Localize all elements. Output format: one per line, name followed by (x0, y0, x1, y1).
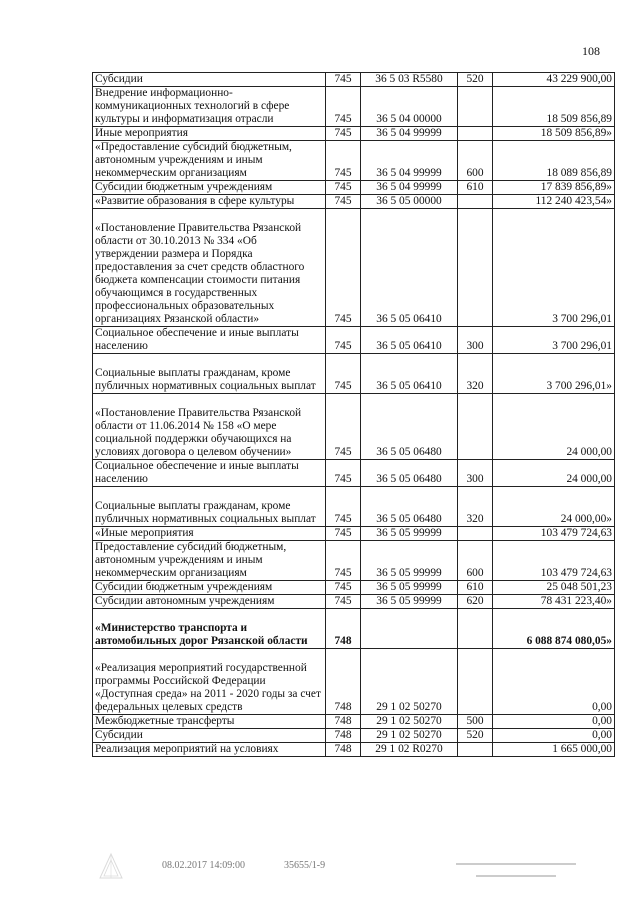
cell-sum: 78 431 223,40» (493, 595, 615, 609)
cell-name: Социальное обеспечение и иные выплаты населению (93, 460, 326, 487)
cell-sum: 24 000,00» (493, 487, 615, 527)
cell-ministry: 748 (326, 729, 361, 743)
cell-name: Иные мероприятия (93, 127, 326, 141)
table-row (93, 394, 615, 460)
table-row (93, 595, 615, 609)
table-row (93, 715, 615, 729)
table-row (93, 141, 615, 181)
cell-ministry: 748 (326, 649, 361, 715)
cell-csr: 36 5 05 99999 (361, 527, 458, 541)
table-row (93, 195, 615, 209)
cell-vr (458, 127, 493, 141)
cell-name: «Предоставление субсидий бюджетным, автономным учреждениям и иным некоммерческим организациям (93, 141, 326, 181)
table-row (93, 581, 615, 595)
cell-sum: 18 089 856,89 (493, 141, 615, 181)
cell-name: Социальные выплаты гражданам, кроме публичных нормативных социальных выплат (93, 354, 326, 394)
cell-name: Социальные выплаты гражданам, кроме публичных нормативных социальных выплат (93, 487, 326, 527)
cell-vr: 320 (458, 354, 493, 394)
budget-table-body (93, 73, 615, 757)
cell-sum: 112 240 423,54» (493, 195, 615, 209)
cell-csr: 29 1 02 R0270 (361, 743, 458, 757)
cell-ministry: 748 (326, 715, 361, 729)
cell-sum: 24 000,00 (493, 394, 615, 460)
cell-vr: 620 (458, 595, 493, 609)
table-row (93, 87, 615, 127)
cell-vr: 610 (458, 181, 493, 195)
cell-vr (458, 609, 493, 649)
table-row (93, 354, 615, 394)
footer-datetime: 08.02.2017 14:09:00 (162, 860, 246, 871)
cell-name: «Развитие образования в сфере культуры (93, 195, 326, 209)
cell-vr (458, 87, 493, 127)
cell-sum: 3 700 296,01 (493, 327, 615, 354)
cell-name: Субсидии автономным учреждениям (93, 595, 326, 609)
cell-name: «Реализация мероприятий государственной программы Российской Федерации «Доступная среда» на 2011 - 2020 годы за счет федеральных целевых средств (93, 649, 326, 715)
cell-vr (458, 195, 493, 209)
table-row (93, 127, 615, 141)
cell-csr: 29 1 02 50270 (361, 729, 458, 743)
cell-ministry: 748 (326, 609, 361, 649)
registration-stamp-icon (452, 856, 580, 886)
cell-ministry: 745 (326, 527, 361, 541)
cell-csr: 36 5 05 06480 (361, 487, 458, 527)
cell-csr: 36 5 05 06410 (361, 209, 458, 327)
cell-name: «Министерство транспорта и автомобильных дорог Рязанской области (93, 609, 326, 649)
cell-name: Реализация мероприятий на условиях (93, 743, 326, 757)
table-row (93, 181, 615, 195)
table-row (93, 209, 615, 327)
cell-csr: 36 5 05 99999 (361, 581, 458, 595)
page-number: 108 (582, 44, 600, 58)
cell-vr: 500 (458, 715, 493, 729)
cell-csr (361, 609, 458, 649)
cell-vr (458, 649, 493, 715)
cell-sum: 18 509 856,89 (493, 87, 615, 127)
table-row (93, 327, 615, 354)
cell-vr: 610 (458, 581, 493, 595)
cell-name: Предоставление субсидий бюджетным, автономным учреждениям и иным некоммерческим организациям (93, 541, 326, 581)
cell-ministry: 745 (326, 581, 361, 595)
cell-vr: 600 (458, 541, 493, 581)
cell-name: Субсидии бюджетным учреждениям (93, 181, 326, 195)
cell-csr: 36 5 05 06410 (361, 327, 458, 354)
cell-sum: 0,00 (493, 649, 615, 715)
cell-ministry: 745 (326, 541, 361, 581)
cell-ministry: 745 (326, 487, 361, 527)
table-row (93, 460, 615, 487)
cell-csr: 36 5 05 00000 (361, 195, 458, 209)
cell-csr: 36 5 05 99999 (361, 595, 458, 609)
table-row (93, 527, 615, 541)
cell-sum: 0,00 (493, 729, 615, 743)
cell-ministry: 745 (326, 209, 361, 327)
cell-sum: 1 665 000,00 (493, 743, 615, 757)
cell-sum: 0,00 (493, 715, 615, 729)
stamp-mark-icon (98, 852, 124, 880)
cell-csr: 36 5 04 99999 (361, 127, 458, 141)
cell-csr: 36 5 04 99999 (361, 181, 458, 195)
table-row (93, 743, 615, 757)
cell-ministry: 748 (326, 743, 361, 757)
cell-ministry: 745 (326, 195, 361, 209)
cell-sum: 103 479 724,63 (493, 541, 615, 581)
cell-csr: 36 5 03 R5580 (361, 73, 458, 87)
cell-vr (458, 743, 493, 757)
cell-vr (458, 394, 493, 460)
table-row (93, 541, 615, 581)
cell-ministry: 745 (326, 181, 361, 195)
cell-ministry: 745 (326, 394, 361, 460)
cell-sum: 3 700 296,01» (493, 354, 615, 394)
table-row (93, 609, 615, 649)
cell-csr: 29 1 02 50270 (361, 649, 458, 715)
cell-sum: 18 509 856,89» (493, 127, 615, 141)
table-row (93, 649, 615, 715)
cell-ministry: 745 (326, 73, 361, 87)
cell-vr (458, 209, 493, 327)
cell-csr: 36 5 04 00000 (361, 87, 458, 127)
cell-ministry: 745 (326, 87, 361, 127)
cell-name: Субсидии (93, 729, 326, 743)
cell-csr: 29 1 02 50270 (361, 715, 458, 729)
cell-ministry: 745 (326, 327, 361, 354)
cell-name: Межбюджетные трансферты (93, 715, 326, 729)
cell-vr: 600 (458, 141, 493, 181)
cell-vr: 300 (458, 327, 493, 354)
cell-name: «Постановление Правительства Рязанской области от 11.06.2014 № 158 «О мере социальной поддержки обучающихся на условиях договора о целевом обучении» (93, 394, 326, 460)
cell-vr: 300 (458, 460, 493, 487)
cell-vr: 320 (458, 487, 493, 527)
footer-doc-code: 35655/1-9 (284, 860, 326, 871)
cell-sum: 103 479 724,63 (493, 527, 615, 541)
cell-sum: 24 000,00 (493, 460, 615, 487)
cell-ministry: 745 (326, 460, 361, 487)
cell-ministry: 745 (326, 127, 361, 141)
cell-sum: 25 048 501,23 (493, 581, 615, 595)
cell-csr: 36 5 04 99999 (361, 141, 458, 181)
cell-name: Субсидии (93, 73, 326, 87)
table-row (93, 487, 615, 527)
cell-sum: 3 700 296,01 (493, 209, 615, 327)
cell-csr: 36 5 05 06410 (361, 354, 458, 394)
cell-sum: 6 088 874 080,05» (493, 609, 615, 649)
cell-ministry: 745 (326, 141, 361, 181)
cell-vr: 520 (458, 729, 493, 743)
cell-name: «Иные мероприятия (93, 527, 326, 541)
cell-vr (458, 527, 493, 541)
cell-name: Субсидии бюджетным учреждениям (93, 581, 326, 595)
budget-table (92, 72, 615, 757)
cell-name: Социальное обеспечение и иные выплаты населению (93, 327, 326, 354)
cell-csr: 36 5 05 06480 (361, 394, 458, 460)
table-row (93, 729, 615, 743)
cell-sum: 17 839 856,89» (493, 181, 615, 195)
table-row (93, 73, 615, 87)
cell-vr: 520 (458, 73, 493, 87)
cell-csr: 36 5 05 06480 (361, 460, 458, 487)
cell-name: Внедрение информационно-коммуникационных технологий в сфере культуры и информатизация отрасли (93, 87, 326, 127)
cell-csr: 36 5 05 99999 (361, 541, 458, 581)
cell-ministry: 745 (326, 595, 361, 609)
cell-name: «Постановление Правительства Рязанской области от 30.10.2013 № 334 «Об утверждении размера и Порядка предоставления за счет средств областного бюджета компенсации стоимости питания обучающимся в государственных профессиональных образовательных организациях Рязанской области» (93, 209, 326, 327)
cell-sum: 43 229 900,00 (493, 73, 615, 87)
cell-ministry: 745 (326, 354, 361, 394)
